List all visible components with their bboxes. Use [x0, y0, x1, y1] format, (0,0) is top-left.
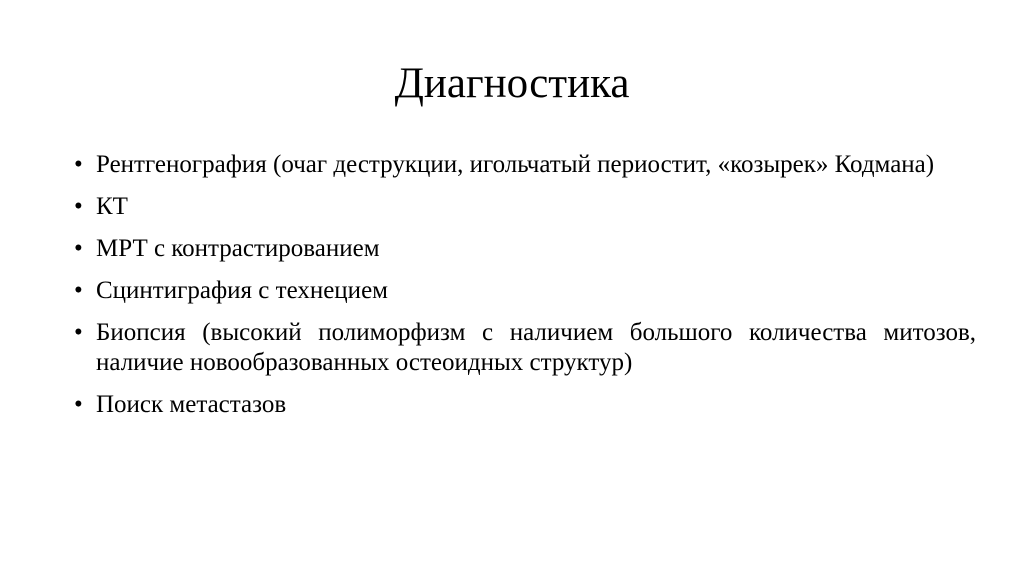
bullet-marker: • — [74, 193, 83, 220]
bullet-marker: • — [74, 391, 83, 418]
bullet-marker: • — [74, 151, 83, 178]
list-item — [74, 276, 976, 306]
list-item — [74, 150, 976, 180]
bullet-list — [74, 150, 976, 432]
list-item — [74, 318, 976, 378]
list-item-text: Сцинтиграфия с технецием — [96, 277, 388, 304]
list-item-text: Биопсия (высокий полиморфизм с наличием большого количества митозов, наличие новообразованных остеоидных структур) — [96, 319, 976, 376]
bullet-marker: • — [74, 319, 83, 346]
list-item-text: Поиск метастазов — [96, 391, 287, 418]
list-item — [74, 192, 976, 222]
list-item — [74, 390, 976, 420]
list-item-text: КТ — [96, 193, 128, 220]
bullet-marker: • — [74, 235, 83, 262]
list-item — [74, 234, 976, 264]
bullet-marker: • — [74, 277, 83, 304]
list-item-text: МРТ с контрастированием — [96, 235, 380, 262]
slide-title: Диагностика — [394, 60, 630, 107]
list-item-text: Рентгенография (очаг деструкции, игольчатый периостит, «козырек» Кодмана) — [96, 151, 935, 178]
